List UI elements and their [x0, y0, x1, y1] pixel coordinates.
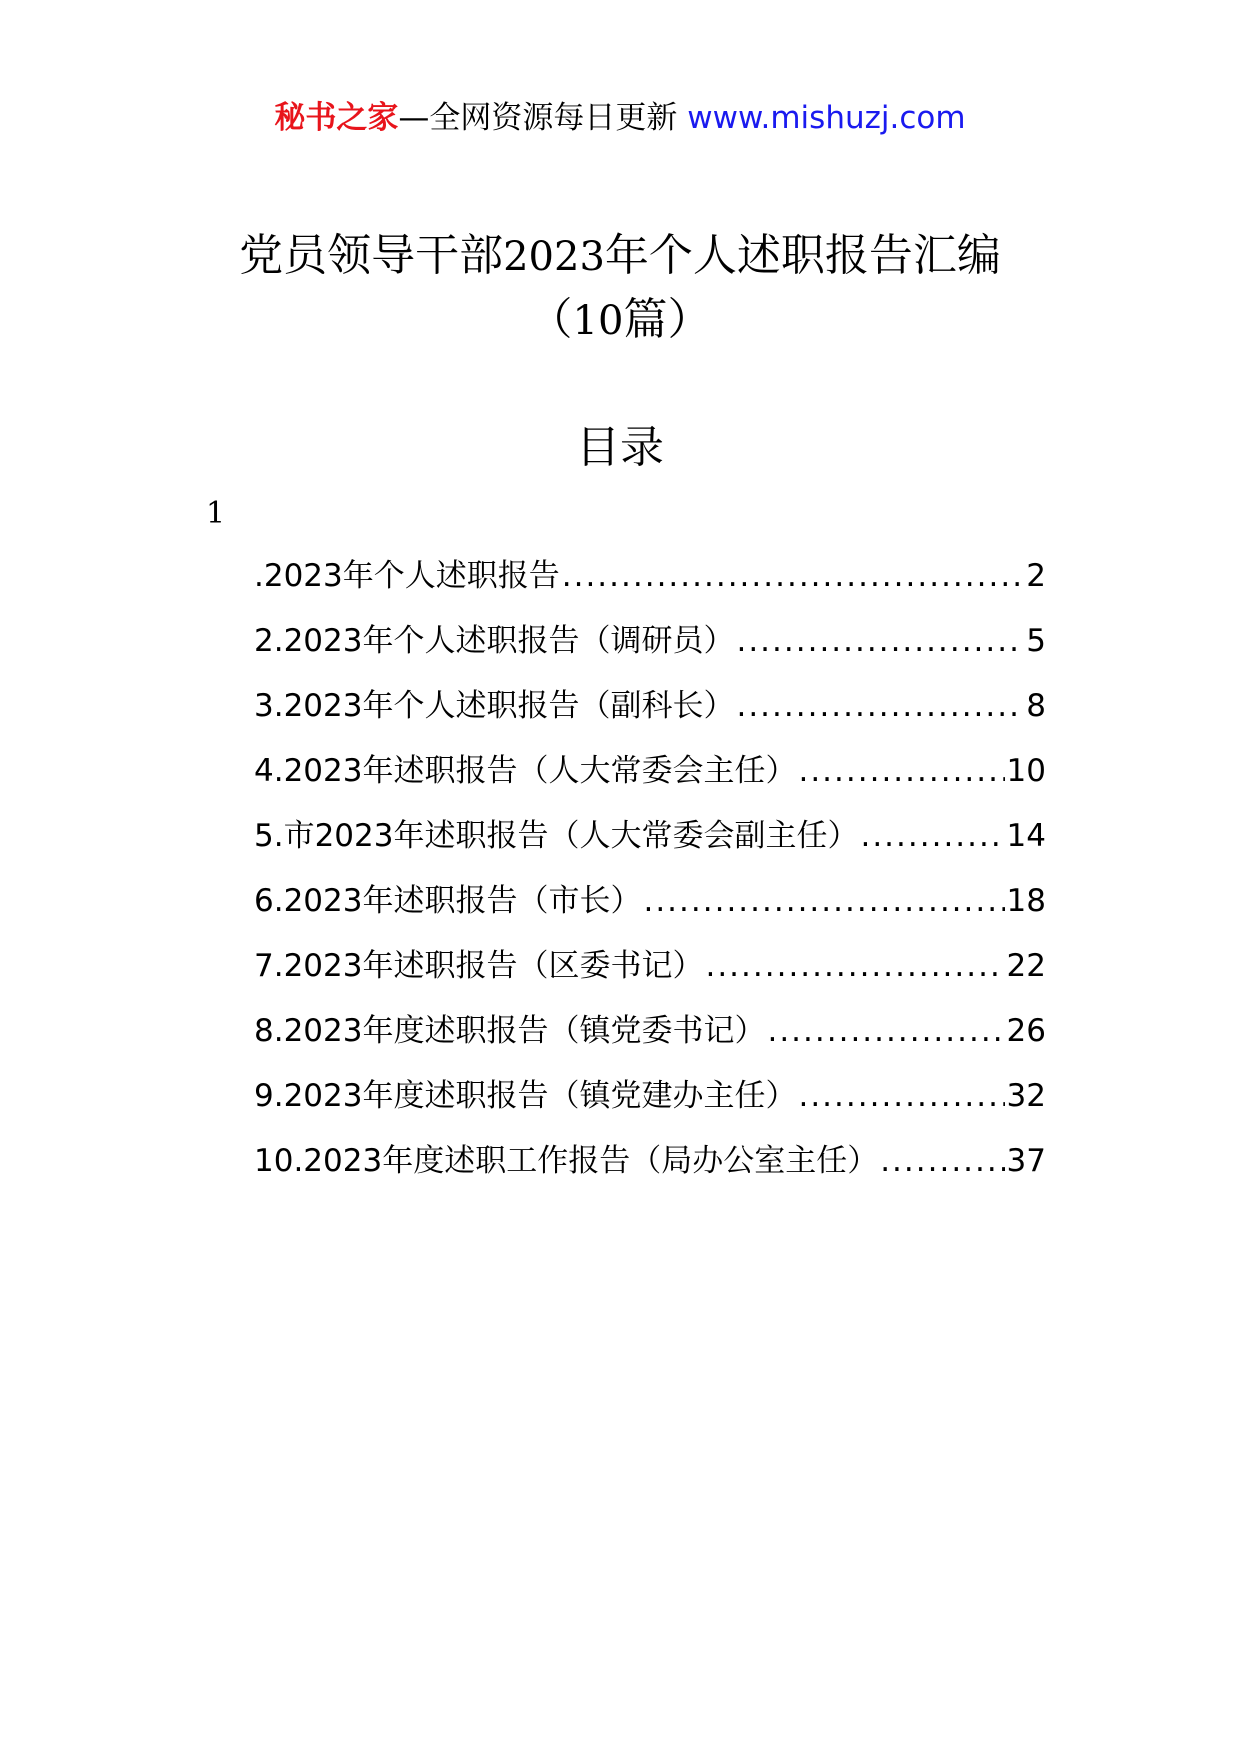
toc-page-number: 10 — [1006, 753, 1046, 789]
title-close: 篇） — [623, 294, 712, 345]
toc-entry-label: 2.2023年个人述职报告（调研员） — [254, 623, 735, 659]
toc-entry-9[interactable] — [254, 1076, 1046, 1141]
table-of-contents — [254, 556, 1046, 1206]
toc-entry-label: 8.2023年度述职报告（镇党委书记） — [254, 1013, 766, 1049]
toc-leader-dots — [562, 556, 1025, 596]
toc-leader-dots — [860, 816, 1004, 856]
toc-entry-label: 3.2023年个人述职报告（副科长） — [254, 688, 735, 724]
document-title-line2 — [0, 292, 1240, 349]
toc-page-number: 8 — [1026, 688, 1046, 724]
document-title-line1 — [0, 228, 1240, 285]
toc-heading: 目录 — [576, 422, 664, 473]
title-open-paren: （ — [528, 294, 573, 345]
toc-page-number: 37 — [1006, 1143, 1046, 1179]
toc-entry-7[interactable] — [254, 946, 1046, 1011]
toc-leader-dots — [736, 686, 1024, 726]
toc-entry-label: 6.2023年述职报告（市长） — [254, 883, 642, 919]
toc-page-number: 26 — [1006, 1013, 1046, 1049]
toc-page-number: 22 — [1006, 948, 1046, 984]
toc-entry-label: 4.2023年述职报告（人大常委会主任） — [254, 753, 797, 789]
toc-entry-label: 10.2023年度述职工作报告（局办公室主任） — [254, 1143, 879, 1179]
toc-page-number: 32 — [1006, 1078, 1046, 1114]
toc-entry-5[interactable] — [254, 816, 1046, 881]
toc-entry-label: 7.2023年述职报告（区委书记） — [254, 948, 704, 984]
toc-leader-dots — [767, 1011, 1004, 1051]
toc-entry-label: .2023年个人述职报告 — [254, 558, 560, 594]
toc-page-number: 14 — [1006, 818, 1046, 854]
toc-entry-1[interactable] — [254, 556, 1046, 621]
toc-entry-8[interactable] — [254, 1011, 1046, 1076]
title-count: 10 — [572, 298, 624, 344]
site-banner — [0, 98, 1240, 138]
title-year: 2023 — [503, 234, 605, 280]
toc-entry-3[interactable] — [254, 686, 1046, 751]
toc-leader-dots — [798, 751, 1004, 791]
title-prefix: 党员领导干部 — [239, 230, 504, 281]
toc-leader-dots — [643, 881, 1004, 921]
toc-entry-label: 5.市2023年述职报告（人大常委会副主任） — [254, 818, 859, 854]
toc-entry-label: 9.2023年度述职报告（镇党建办主任） — [254, 1078, 797, 1114]
toc-entry-2[interactable] — [254, 621, 1046, 686]
toc-entry-6[interactable] — [254, 881, 1046, 946]
toc-leader-dots — [736, 621, 1024, 661]
toc-leader-dots — [880, 1141, 1004, 1181]
title-suffix: 年个人述职报告汇编 — [604, 230, 1001, 281]
brand-name: 秘书之家 — [274, 100, 399, 136]
toc-entry-4[interactable] — [254, 751, 1046, 816]
stray-list-number: 1 — [206, 496, 226, 531]
toc-page-number: 2 — [1026, 558, 1046, 594]
banner-tagline: —全网资源每日更新 — [398, 100, 678, 136]
toc-entry-10[interactable] — [254, 1141, 1046, 1206]
toc-page-number: 18 — [1006, 883, 1046, 919]
toc-page-number: 5 — [1026, 623, 1046, 659]
toc-leader-dots — [798, 1076, 1004, 1116]
site-url-link[interactable]: www.mishuzj.com — [687, 100, 966, 136]
toc-leader-dots — [705, 946, 1004, 986]
